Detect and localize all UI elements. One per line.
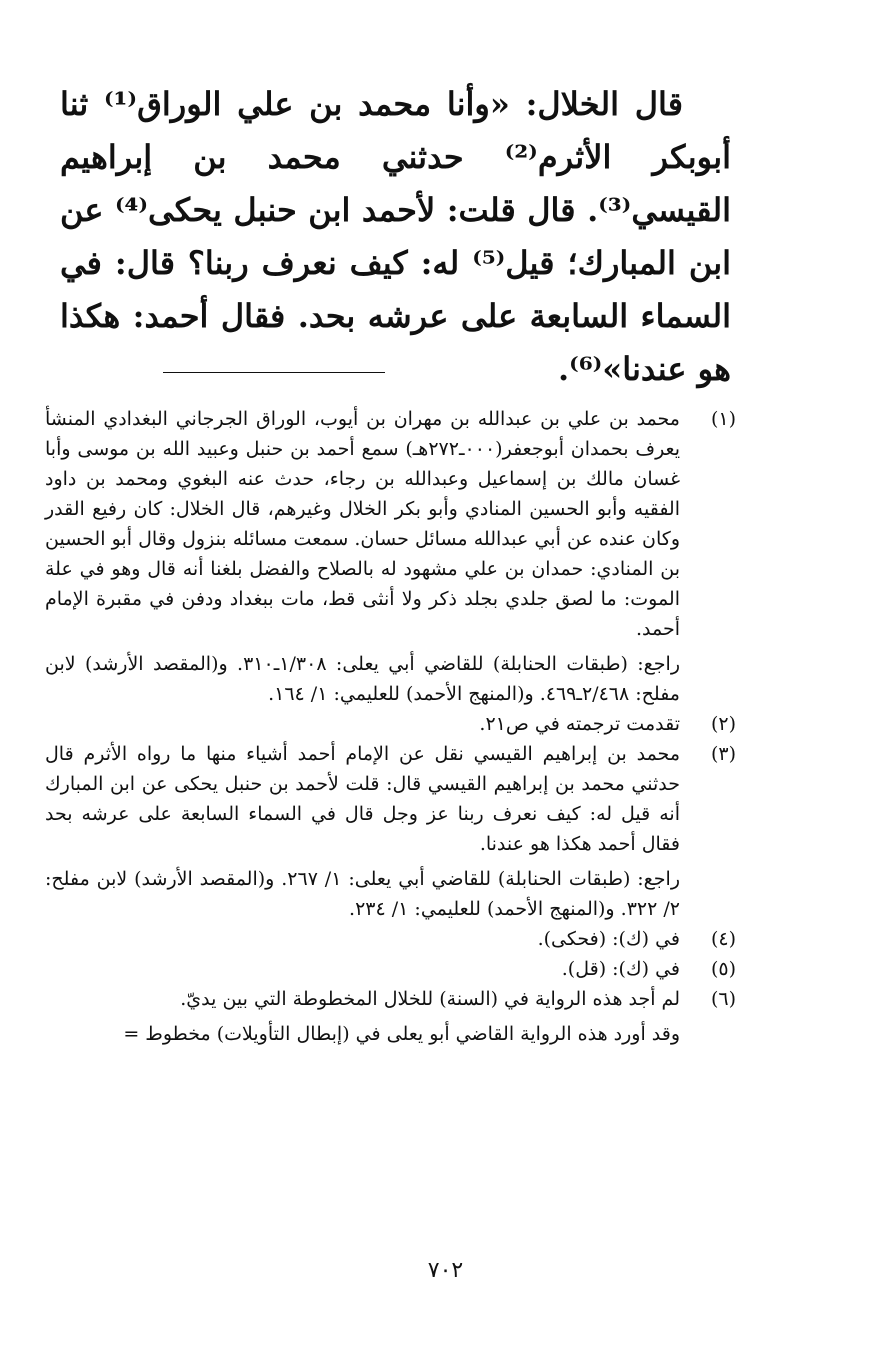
footnote-separator: [163, 372, 385, 373]
footnote-4: [45, 924, 736, 954]
footnote-body: [45, 404, 680, 709]
footnote-paragraph: راجع: (طبقات الحنابلة) للقاضي أبي يعلى: ١/ ٢٦٧. و(المقصد الأرشد) لابن مفلح: ٢/ ٣٢٢. و(المنهج الأحمد) للعليمي: ١/ ٢٣٤.: [45, 868, 680, 920]
footnote-paragraph: لم أجد هذه الرواية في (السنة) للخلال المخطوطة التي بين يديّ.: [180, 988, 680, 1010]
footnote-paragraph: محمد بن علي بن عبدالله بن مهران بن أيوب، الوراق الجرجاني البغدادي المنشأ يعرف بحمدان أبوجعفر(٠٠٠ـ٢٧٢هـ) سمع أحمد بن حنبل وعبيد الله بن موسى وأبا غسان مالك بن إسماعيل وعبدالله بن رجاء، حدث عنه البغوي ومحمد بن داود الفقيه وأبو الحسين المنادي وأبو بكر الخلال وغيرهم، قال الخلال: كان رفيع القدر وكان عنده عن أبي عبدالله مسائل حسان. سمعت مسائله بنزول وقال أبو الحسين بن المنادي: حمدان بن علي مشهود له بالصلاح والفضل بلغنا أنه قال وهو في علة الموت: ما لصق جلدي بجلد ذكر ولا أنثى قط، مات ببغداد ودفن في مقبرة الإمام أحمد.: [45, 408, 681, 640]
footnote-paragraph: في (ك): (قل).: [561, 958, 680, 980]
footnote-paragraph: راجع: (طبقات الحنابلة) للقاضي أبي يعلى: ١/٣٠٨ـ٣١٠. و(المقصد الأرشد) لابن مفلح: ٢/٤٦٨ـ٤٦٩. و(المنهج الأحمد) للعليمي: ١/ ١٦٤.: [45, 653, 680, 705]
page-number: ٧٠٢: [427, 1258, 464, 1283]
footnote-number: (٦): [710, 988, 736, 1010]
footnote-2: [45, 709, 736, 739]
footnote-body: [45, 984, 680, 1049]
main-text-block: [60, 78, 731, 396]
footnotes-section: [45, 404, 736, 1049]
footnote-number: (٤): [710, 928, 736, 950]
footnote-body: [45, 739, 680, 924]
footnote-number: (٢): [710, 713, 736, 735]
footnote-6: [45, 984, 736, 1049]
footnote-paragraph: وقد أورد هذه الرواية القاضي أبو يعلى في (إبطال التأويلات) مخطوط =: [123, 1023, 680, 1045]
footnote-3: [45, 739, 736, 924]
footnote-number: (٥): [710, 958, 736, 980]
footnote-number: (١): [710, 408, 736, 430]
footnote-paragraph: تقدمت ترجمته في ص٢١.: [479, 713, 680, 735]
footnote-paragraph: محمد بن إبراهيم القيسي نقل عن الإمام أحمد أشياء منها ما رواه الأثرم قال حدثني محمد بن إبراهيم القيسي قال: قلت لأحمد بن حنبل يحكى عن ابن المبارك أنه قيل له: كيف نعرف ربنا عز وجل قال في السماء السابعة على عرشه بحد فقال أحمد هكذا هو عندنا.: [45, 743, 680, 855]
main-paragraph: قال الخلال: «وأنا محمد بن علي الوراق⁽¹⁾ ثنا أبوبكر الأثرم⁽²⁾ حدثني محمد بن إبراهيم القيسي⁽³⁾. قال قلت: لأحمد ابن حنبل يحكى⁽⁴⁾ عن ابن المبارك؛ قيل⁽⁵⁾ له: كيف نعرف ربنا؟ قال: في السماء السابعة على عرشه بحد. فقال أحمد: هكذا هو عندنا»⁽⁶⁾.: [60, 85, 732, 388]
footnote-number: (٣): [710, 743, 736, 765]
footnote-paragraph: في (ك): (فحكى).: [537, 928, 680, 950]
footnote-body: [45, 954, 680, 984]
footnote-body: [45, 709, 680, 739]
footnote-5: [45, 954, 736, 984]
footnote-1: [45, 404, 736, 709]
footnote-body: [45, 924, 680, 954]
